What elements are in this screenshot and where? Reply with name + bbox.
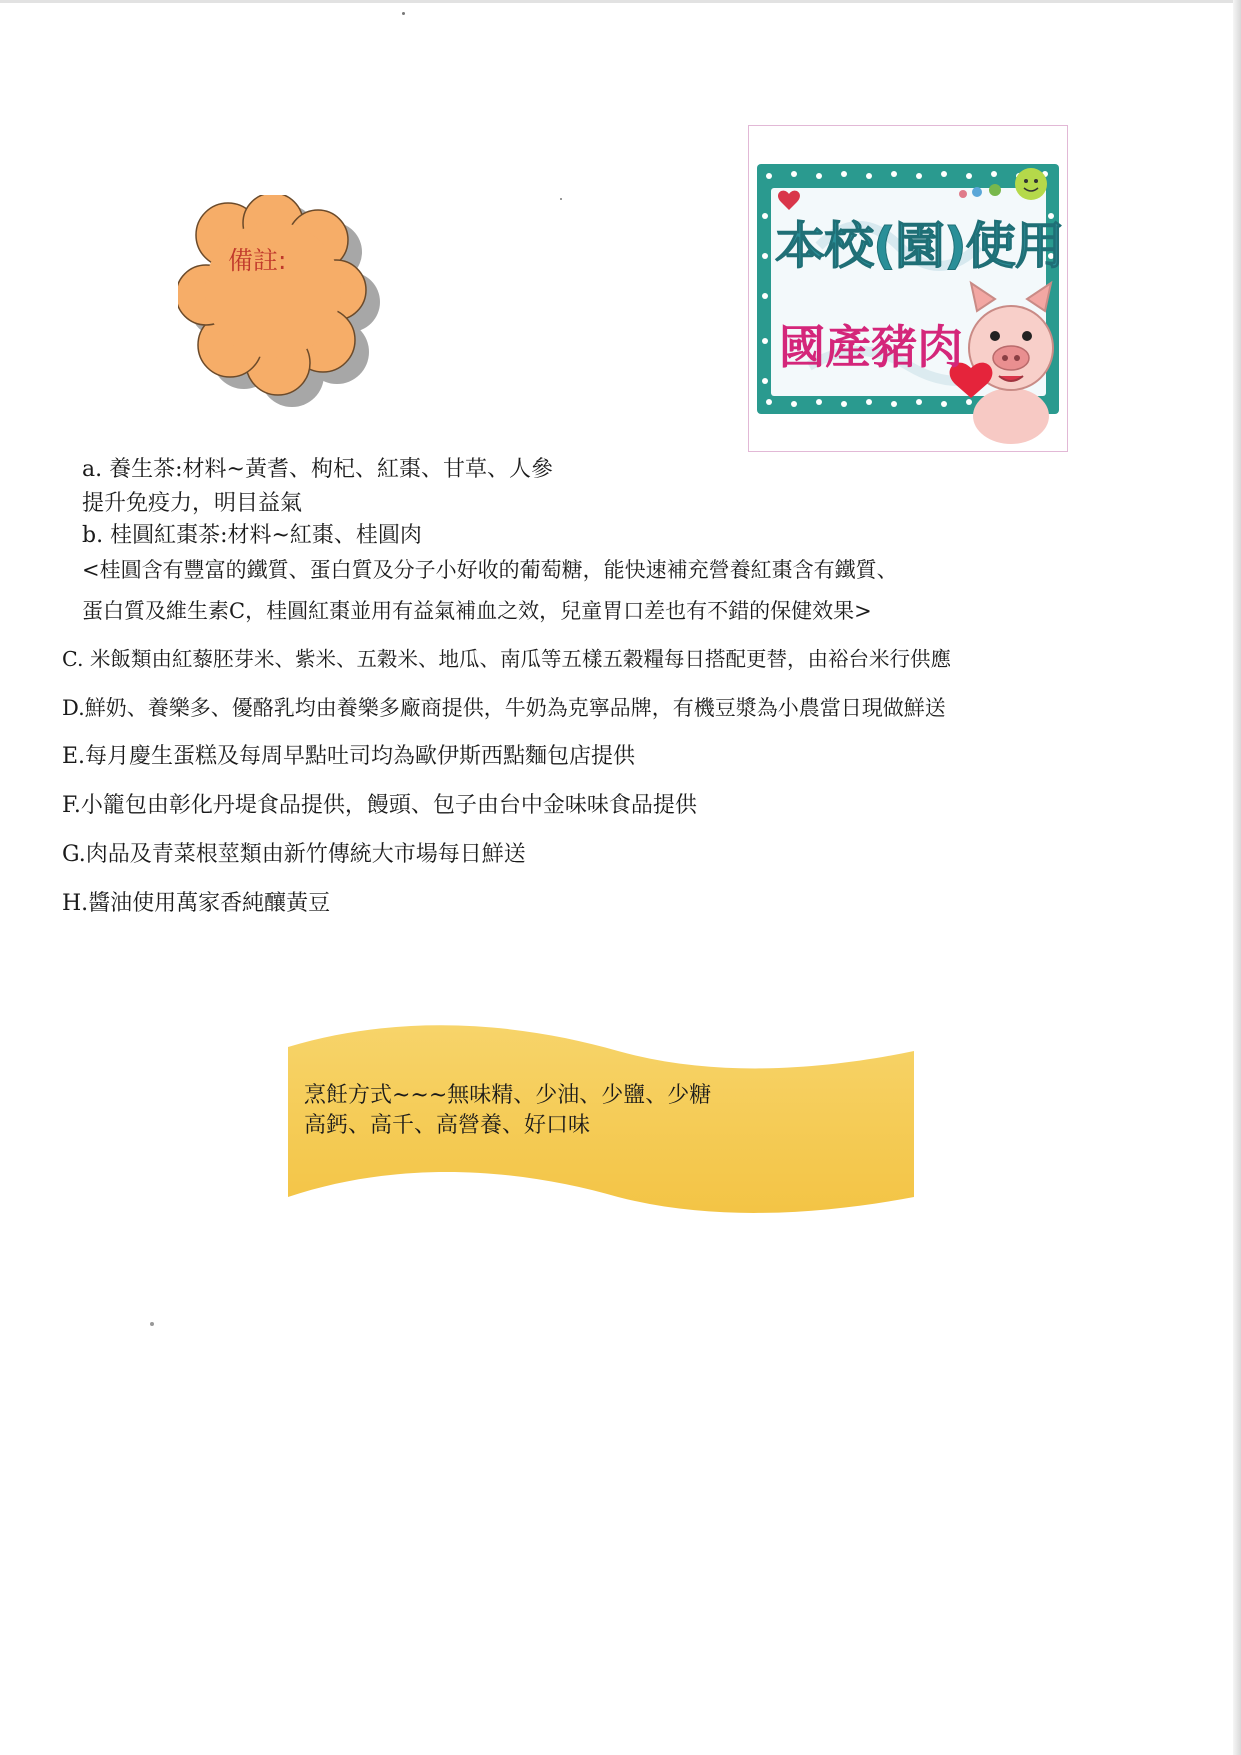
item-f: F.小籠包由彰化丹堤食品提供，饅頭、包子由台中金味味食品提供 — [62, 793, 697, 818]
item-d: D.鮮奶、養樂多、優酪乳均由養樂多廠商提供，牛奶為克寧品牌，有機豆漿為小農當日現做鮮送 — [62, 696, 946, 720]
scan-speck — [402, 12, 405, 15]
item-c: C. 米飯類由紅藜胚芽米、紫米、五穀米、地瓜、南瓜等五樣五穀糧每日搭配更替，由裕台米行供應 — [62, 647, 951, 671]
scan-speck — [560, 198, 562, 200]
item-a-line1: a. 養生茶:材料~黃耆、枸杞、紅棗、甘草、人參 — [82, 457, 553, 482]
sign-background-icon — [749, 126, 1067, 451]
scan-speck — [150, 1322, 154, 1326]
item-a-line2: 提升免疫力，明目益氣 — [82, 491, 303, 516]
item-b-line1: b. 桂圓紅棗茶:材料~紅棗、桂圓肉 — [82, 523, 422, 548]
sign-title: 本校(園)使用 — [775, 217, 1064, 275]
item-b-line3: 蛋白質及維生素C，桂圓紅棗並用有益氣補血之效，兒童胃口差也有不錯的保健效果> — [82, 599, 872, 623]
item-h: H.醬油使用萬家香純釀黃豆 — [62, 891, 331, 916]
domestic-pork-sign — [748, 125, 1068, 452]
item-g: G.肉品及青菜根莖類由新竹傳統大市場每日鮮送 — [62, 842, 526, 867]
page-edge-right — [1233, 0, 1241, 1755]
banner-line2: 高鈣、高千、高營養、好口味 — [304, 1113, 591, 1138]
item-e: E.每月慶生蛋糕及每周早點吐司均為歐伊斯西點麵包店提供 — [62, 744, 636, 769]
note-cloud — [178, 195, 398, 425]
item-b-line2: <桂圓含有豐富的鐵質、蛋白質及分子小好收的葡萄糖，能快速補充營養紅棗含有鐵質、 — [82, 558, 898, 582]
page-edge-top — [0, 0, 1241, 3]
sign-subtitle: 國產豬肉 — [779, 320, 963, 374]
banner-line1: 烹飪方式~~~無味精、少油、少鹽、少糖 — [304, 1083, 712, 1108]
cooking-banner — [288, 1025, 916, 1220]
note-label: 備註: — [228, 246, 287, 275]
cloud-shape-icon — [178, 195, 398, 425]
